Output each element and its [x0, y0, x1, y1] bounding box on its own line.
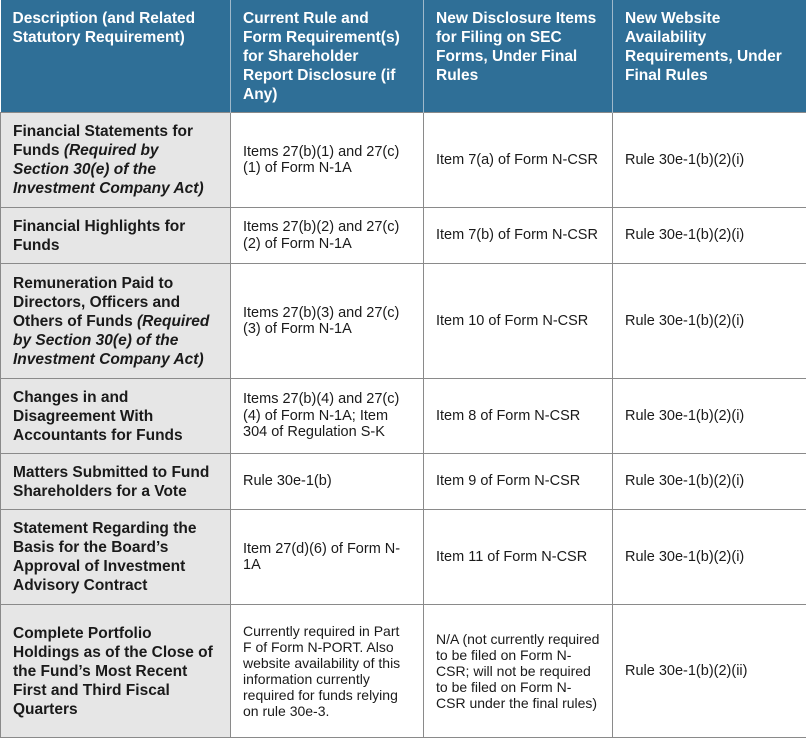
row-description	[1, 264, 231, 379]
website-rule-cell: Rule 30e-1(b)(2)(i)	[613, 264, 806, 379]
header-current-rule: Current Rule and Form Requirement(s) for Shareholder Report Disclosure (if Any)	[231, 0, 424, 113]
new-form-cell: Item 8 of Form N-CSR	[424, 379, 613, 454]
table-row	[1, 379, 806, 454]
new-form-cell: Item 10 of Form N-CSR	[424, 264, 613, 379]
new-form-cell: Item 11 of Form N-CSR	[424, 510, 613, 605]
table-row	[1, 208, 806, 264]
table-row	[1, 605, 806, 738]
statutory-note: (Required by Section 30(e) of the Investment Company Act)	[13, 313, 209, 368]
current-rule-cell: Items 27(b)(1) and 27(c)(1) of Form N-1A	[231, 113, 424, 208]
header-website-availability: New Website Availability Requirements, Under Final Rules	[613, 0, 806, 113]
website-rule-cell: Rule 30e-1(b)(2)(i)	[613, 510, 806, 605]
description-text: Complete Portfolio Holdings as of the Close of the Fund’s Most Recent First and Third Fiscal Quarters	[13, 625, 213, 718]
statutory-note: (Required by Section 30(e) of the Investment Company Act)	[13, 142, 204, 197]
row-description	[1, 605, 231, 738]
current-rule-cell: Items 27(b)(3) and 27(c)(3) of Form N-1A	[231, 264, 424, 379]
website-rule-cell: Rule 30e-1(b)(2)(i)	[613, 208, 806, 264]
current-rule-cell: Currently required in Part F of Form N-PORT. Also website availability of this information currently required for funds relying on rule 30e-3.	[231, 605, 424, 738]
row-description	[1, 113, 231, 208]
table-row	[1, 264, 806, 379]
row-description	[1, 208, 231, 264]
current-rule-cell: Items 27(b)(4) and 27(c)(4) of Form N-1A; Item 304 of Regulation S-K	[231, 379, 424, 454]
new-form-cell: Item 9 of Form N-CSR	[424, 454, 613, 510]
header-description: Description (and Related Statutory Requirement)	[1, 0, 231, 113]
header-new-disclosure: New Disclosure Items for Filing on SEC Forms, Under Final Rules	[424, 0, 613, 113]
website-rule-cell: Rule 30e-1(b)(2)(i)	[613, 113, 806, 208]
description-text: Changes in and Disagreement With Accountants for Funds	[13, 389, 183, 444]
row-description	[1, 454, 231, 510]
description-text: Statement Regarding the Basis for the Board’s Approval of Investment Advisory Contract	[13, 520, 196, 594]
current-rule-cell: Item 27(d)(6) of Form N-1A	[231, 510, 424, 605]
website-rule-cell: Rule 30e-1(b)(2)(i)	[613, 454, 806, 510]
current-rule-cell: Rule 30e-1(b)	[231, 454, 424, 510]
current-rule-cell: Items 27(b)(2) and 27(c)(2) of Form N-1A	[231, 208, 424, 264]
new-form-cell: N/A (not currently required to be filed on Form N-CSR; will not be required to be filed on Form N-CSR under the final rules)	[424, 605, 613, 738]
description-text: Financial Highlights for Funds	[13, 218, 185, 254]
website-rule-cell: Rule 30e-1(b)(2)(i)	[613, 379, 806, 454]
description-text: Matters Submitted to Fund Shareholders for a Vote	[13, 464, 209, 500]
description-text: Remuneration Paid to Directors, Officers and Others of Funds	[13, 275, 180, 330]
website-rule-cell: Rule 30e-1(b)(2)(ii)	[613, 605, 806, 738]
row-description	[1, 379, 231, 454]
table-row	[1, 510, 806, 605]
row-description	[1, 510, 231, 605]
table-row	[1, 454, 806, 510]
table-row	[1, 113, 806, 208]
new-form-cell: Item 7(a) of Form N-CSR	[424, 113, 613, 208]
description-text: Financial Statements for Funds	[13, 123, 193, 159]
new-form-cell: Item 7(b) of Form N-CSR	[424, 208, 613, 264]
header-row	[1, 0, 806, 113]
